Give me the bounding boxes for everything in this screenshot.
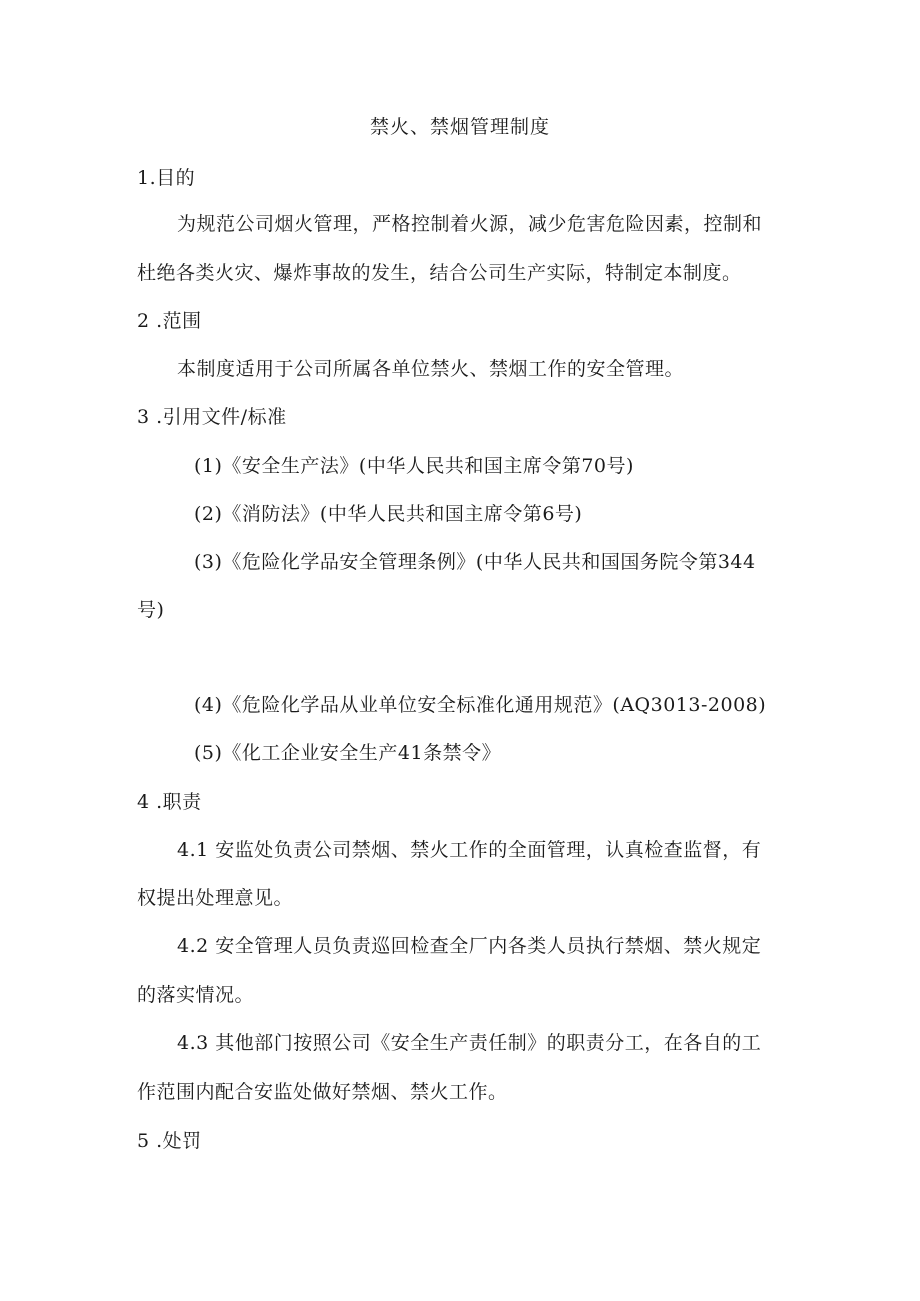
reference-item-3-line-2: 号) [137,599,165,621]
reference-item-5: (5)《化工企业安全生产41条禁令》 [194,742,502,764]
section-2-heading: 2 .范围 [137,310,202,332]
section-1-heading: 1.目的 [137,167,196,189]
section-5-heading: 5 .处罚 [137,1130,202,1152]
reference-item-2: (2)《消防法》(中华人民共和国主席令第6号) [194,503,583,525]
reference-item-1: (1)《安全生产法》(中华人民共和国主席令第70号) [194,455,634,477]
duty-4-1-line-2: 权提出处理意见。 [137,887,294,909]
duty-4-2-line-1: 4.2 安全管理人员负责巡回检查全厂内各类人员执行禁烟、禁火规定 [177,935,762,957]
duty-4-2-line-2: 的落实情况。 [137,984,255,1006]
duty-4-3-line-2: 作范围内配合安监处做好禁烟、禁火工作。 [137,1081,508,1103]
section-1-paragraph-line-2: 杜绝各类火灾、爆炸事故的发生，结合公司生产实际，特制定本制度。 [137,262,742,284]
section-1-paragraph-line-1: 为规范公司烟火管理，严格控制着火源，减少危害危险因素，控制和 [177,213,763,235]
duty-4-3-line-1: 4.3 其他部门按照公司《安全生产责任制》的职责分工，在各自的工 [177,1032,762,1054]
section-4-heading: 4 .职责 [137,791,202,813]
section-2-paragraph: 本制度适用于公司所属各单位禁火、禁烟工作的安全管理。 [177,358,685,380]
reference-item-4: (4)《危险化学品从业单位安全标准化通用规范》(AQ3013-2008) [194,694,767,716]
duty-4-1-line-1: 4.1 安监处负责公司禁烟、禁火工作的全面管理，认真检查监督，有 [177,839,762,861]
section-3-heading: 3 .引用文件/标准 [137,406,287,428]
document-title: 禁火、禁烟管理制度 [369,116,550,138]
reference-item-3-line-1: (3)《危险化学品安全管理条例》(中华人民共和国国务院令第344 [194,551,756,573]
